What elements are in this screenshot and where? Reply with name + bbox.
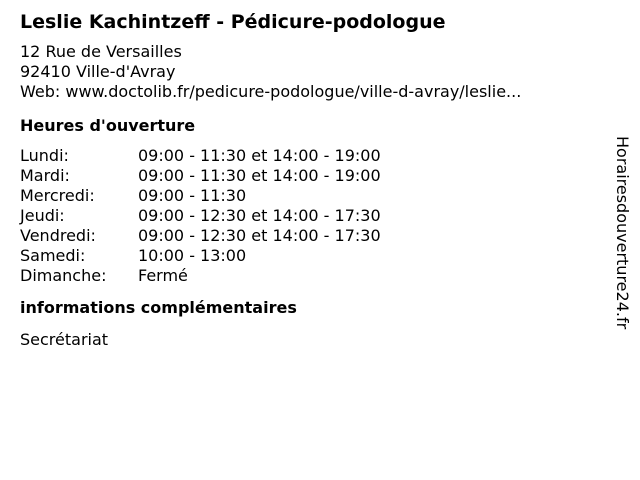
website-line: Web: www.doctolib.fr/pedicure-podologue/ville-d-avray/leslie... xyxy=(20,82,522,101)
address-block xyxy=(20,42,600,102)
hours-row-wednesday xyxy=(20,186,600,206)
hours-row-saturday xyxy=(20,246,600,266)
business-name: Leslie Kachintzeff - Pédicure-podologue xyxy=(20,11,446,33)
day-label: Vendredi: xyxy=(20,226,96,245)
hours-row-monday xyxy=(20,146,600,166)
day-label: Samedi: xyxy=(20,246,86,265)
hours-row-friday xyxy=(20,226,600,246)
business-card xyxy=(20,10,600,350)
opening-hours-list xyxy=(20,146,600,286)
day-hours: 09:00 - 11:30 et 14:00 - 19:00 xyxy=(138,166,381,185)
site-watermark: Horairesdouverture24.fr xyxy=(613,136,632,330)
day-label: Jeudi: xyxy=(20,206,65,225)
day-label: Mardi: xyxy=(20,166,70,185)
hours-row-tuesday xyxy=(20,166,600,186)
day-hours: Fermé xyxy=(138,266,188,285)
address-city: 92410 Ville-d'Avray xyxy=(20,62,176,81)
day-hours: 09:00 - 12:30 et 14:00 - 17:30 xyxy=(138,226,381,245)
day-hours: 09:00 - 12:30 et 14:00 - 17:30 xyxy=(138,206,381,225)
info-section-title: informations complémentaires xyxy=(20,298,297,317)
info-text: Secrétariat xyxy=(20,330,109,349)
hours-row-sunday xyxy=(20,266,600,286)
day-hours: 09:00 - 11:30 xyxy=(138,186,247,205)
day-label: Mercredi: xyxy=(20,186,95,205)
hours-section-title: Heures d'ouverture xyxy=(20,116,196,135)
address-street: 12 Rue de Versailles xyxy=(20,42,182,61)
hours-row-thursday xyxy=(20,206,600,226)
day-label: Dimanche: xyxy=(20,266,107,285)
day-hours: 10:00 - 13:00 xyxy=(138,246,247,265)
day-label: Lundi: xyxy=(20,146,69,165)
day-hours: 09:00 - 11:30 et 14:00 - 19:00 xyxy=(138,146,381,165)
